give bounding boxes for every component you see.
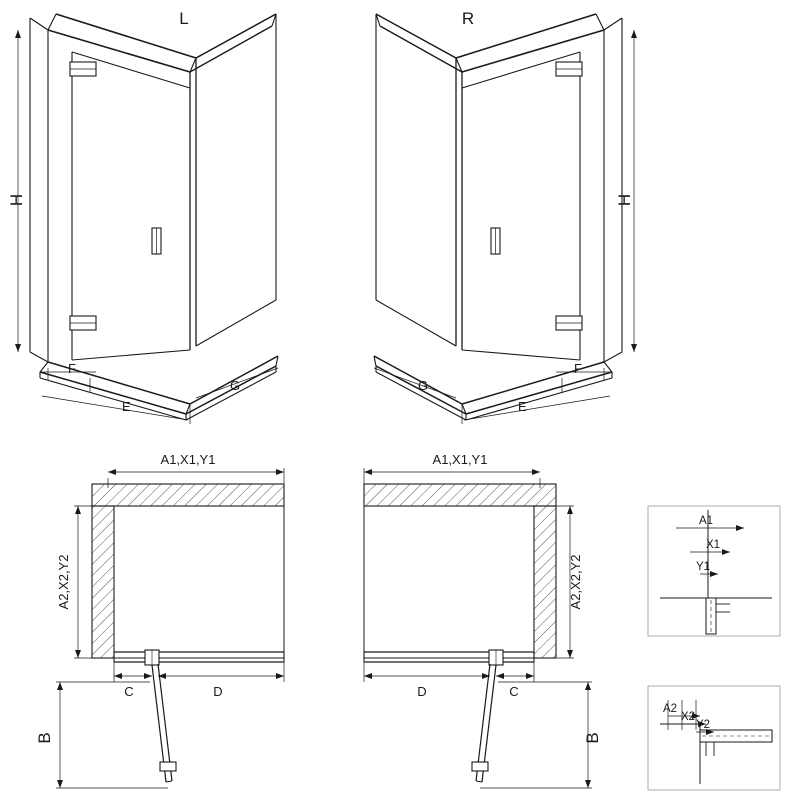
iso-right-dim-e: E [518, 399, 527, 414]
detail-top-view [648, 506, 780, 636]
iso-right-height-label: H [615, 193, 634, 207]
iso-left-height-label: H [7, 193, 26, 207]
plan-right-view [364, 484, 556, 782]
iso-right-title: R [461, 9, 475, 28]
detail-bottom-label-x2: X2 [680, 711, 696, 723]
plan-left-dimensions [56, 468, 284, 788]
plan-right-dimensions [364, 468, 592, 788]
detail-bottom-label-a2: A2 [662, 703, 678, 715]
iso-right-dim-g: G [418, 378, 429, 393]
detail-top-label-a1: A1 [698, 515, 714, 527]
iso-right-dimensions [374, 30, 637, 424]
plan-left-dim-c: C [124, 684, 134, 699]
plan-right-swing-label: B [583, 732, 602, 744]
detail-top-label-y1: Y1 [695, 561, 711, 573]
plan-right-side-label: A2,X2,Y2 [568, 554, 583, 610]
plan-left-view [92, 484, 284, 782]
iso-left-title: L [179, 9, 189, 28]
plan-right-top-label: A1,X1,Y1 [432, 452, 488, 467]
plan-right-dim-c: C [509, 684, 519, 699]
iso-left-dimensions [15, 30, 278, 424]
detail-bottom-label-y2: Y2 [695, 719, 711, 731]
iso-right-dim-f: F [574, 361, 582, 376]
iso-left-dim-g: G [230, 378, 241, 393]
plan-left-top-label: A1,X1,Y1 [160, 452, 216, 467]
plan-right-dim-d: D [417, 684, 427, 699]
iso-left-view [30, 14, 278, 420]
detail-top-label-x1: X1 [705, 539, 721, 551]
plan-left-swing-label: B [35, 732, 54, 744]
iso-right-view [374, 14, 622, 420]
plan-left-side-label: A2,X2,Y2 [56, 554, 71, 610]
iso-left-dim-f: F [68, 361, 76, 376]
iso-left-dim-e: E [122, 399, 131, 414]
plan-left-dim-d: D [213, 684, 223, 699]
